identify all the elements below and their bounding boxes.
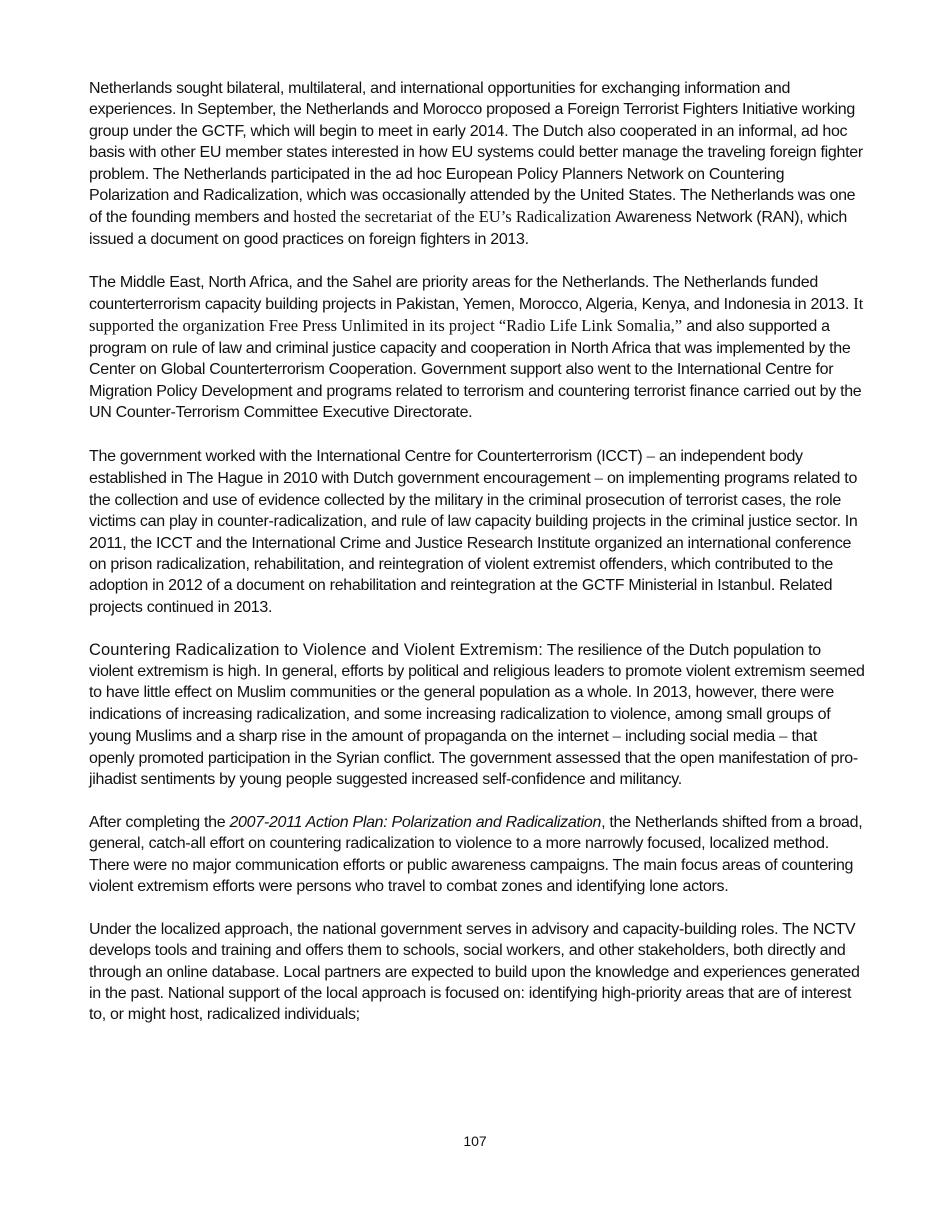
dash: – bbox=[646, 445, 655, 465]
action-plan-title: 2007-2011 Action Plan: Polarization and Radicalization bbox=[229, 813, 602, 831]
page-number: 107 bbox=[463, 1133, 487, 1149]
paragraph-text: Under the localized approach, the national government serves in advisory and capacity-building roles. The NCTV develops tools and training and offers them to schools, social workers, and other stakeholders, both directly and through an online database. Local partners are expected to build upon the knowledge and experiences generated in the past. National support of the local approach is focused on: identifying high-priority areas that are of interest to, or might host, radicalized individuals; bbox=[89, 920, 860, 1024]
paragraph-icct bbox=[89, 445, 865, 618]
paragraph-localized-approach bbox=[89, 919, 865, 1026]
paragraph-text: on implementing programs related to the collection and use of evidence collected by the military in the criminal prosecution of terrorist cases, the role victims can play in counter-radicalization, and rule of law capacity building projects in the criminal justice sector. In 2011, the ICCT and the International Crime and Justice Research Institute organized an international conference on prison radicalization, rehabilitation, and reintegration of violent extremist offenders, which contributed to the adoption in 2012 of a document on rehabilitation and reintegration at the GCTF Ministerial in Istanbul. Related projects continued in 2013. bbox=[89, 470, 858, 616]
paragraph-text: including social media bbox=[620, 728, 780, 746]
paragraph-text: , the Netherlands shifted from a broad, general, catch-all effort on countering radicalization to violence to a more narrowly focused, localized method. There were no major communication efforts or public awareness campaigns. The main focus areas of countering violent extremism efforts were persons who travel to combat zones and identifying lone actors. bbox=[89, 813, 863, 895]
paragraph-text: an independent body established in The Hague in 2010 with Dutch government encouragement bbox=[89, 447, 803, 488]
dash: – bbox=[779, 726, 788, 746]
paragraph-action-plan bbox=[89, 812, 865, 898]
paragraph-priority-areas bbox=[89, 272, 865, 424]
paragraph-text: The resilience of the Dutch population to violent extremism is high. In general, efforts by political and religious leaders to promote violent extremism seemed to have little effect on Muslim communities or the general population as a whole. In 2013, however, there were indications of increasing radicalization, and some increasing radicalization to violence, among small groups of young Muslims and a sharp rise in the amount of propaganda on the internet bbox=[89, 641, 865, 746]
paragraph-text: The government worked with the International Centre for Counterterrorism (ICCT) bbox=[89, 447, 647, 465]
paragraph-international-cooperation bbox=[89, 78, 865, 250]
paragraph-text: Awareness Network (RAN), which issued a document on good practices on foreign fighters in 2013. bbox=[89, 209, 847, 248]
paragraph-countering-radicalization bbox=[89, 640, 865, 791]
paragraph-text: The Middle East, North Africa, and the Sahel are priority areas for the Netherlands. The Netherlands funded counterterrorism capacity building projects in Pakistan, Yemen, Morocco, Algeria, Kenya, and Indonesia in 2013. bbox=[89, 273, 854, 314]
section-heading: Countering Radicalization to Violence and Violent Extremism: bbox=[89, 640, 543, 659]
dash: – bbox=[594, 468, 603, 488]
paragraph-text: Netherlands sought bilateral, multilateral, and international opportunities for exchanging information and experiences. In September, the Netherlands and Morocco proposed a Foreign Terrorist Fighters Initiative working group under the GCTF, which will begin to meet in early 2014. The Dutch also cooperated in an informal, ad hoc basis with other EU member states interested in how EU systems could better manage the traveling foreign fighter problem. The Netherlands participated in the ad hoc European Policy Planners Network on Countering Polarization and Radicalization, which was occasionally attended by the United States. The Netherlands was one of the founding members and bbox=[89, 80, 863, 227]
paragraph-text-serif: hosted the secretariat of the EU’s Radicalization bbox=[293, 207, 616, 227]
dash: – bbox=[612, 726, 621, 746]
paragraph-text: and also supported a program on rule of law and criminal justice capacity and cooperation in North Africa that was implemented by the Center on Global Counterterrorism Cooperation. Government support also went to the International Centre for Migration Policy Development and programs related to terrorism and countering terrorist finance carried out by the UN Counter-Terrorism Committee Executive Directorate. bbox=[89, 318, 862, 422]
paragraph-text: that openly promoted participation in the Syrian conflict. The government assessed that the open manifestation of pro-jihadist sentiments by young people suggested increased self-confidence and militancy. bbox=[89, 728, 858, 788]
paragraph-text-serif: It supported the organization Free Press Unlimited in its project “Radio Life Link Somalia,” bbox=[89, 294, 864, 336]
document-body bbox=[89, 78, 865, 1047]
paragraph-text: After completing the bbox=[89, 813, 230, 831]
